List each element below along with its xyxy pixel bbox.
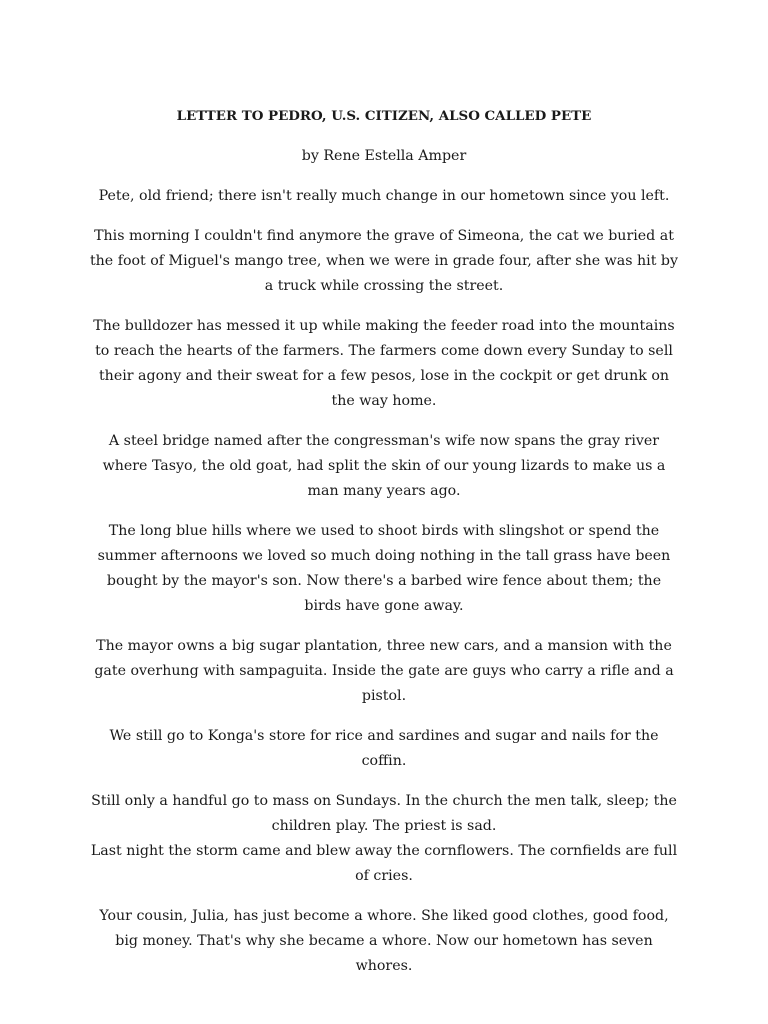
- paragraph: The mayor owns a big sugar plantation, three new cars, and a mansion with the gate overhung with sampaguita. Inside the gate are guys who carry a rifle and a pistol.: [94, 638, 674, 704]
- paragraph: Pete, old friend; there isn't really much change in our hometown since you left.: [98, 188, 670, 204]
- letter-page: [88, 104, 680, 994]
- paragraph: The long blue hills where we used to shoot birds with slingshot or spend the summer afternoons we loved so much doing nothing in the tall grass have been bought by the mayor's son. Now there's a barbed wire fence about them; the birds have gone away.: [97, 523, 671, 614]
- paragraph: The bulldozer has messed it up while making the feeder road into the mountains to reach the hearts of the farmers. The farmers come down every Sunday to sell their agony and their sweat for a few pesos, lose in the cockpit or get drunk on the way home.: [93, 318, 675, 409]
- paragraph: We still go to Konga's store for rice and sardines and sugar and nails for the coffin.: [109, 728, 659, 769]
- letter-title: LETTER TO PEDRO, U.S. CITIZEN, ALSO CALLED PETE: [176, 108, 592, 124]
- paragraph: Last night the storm came and blew away the cornflowers. The cornfields are full of cries.: [90, 843, 678, 884]
- paragraph: A steel bridge named after the congressman's wife now spans the gray river where Tasyo, the old goat, had split the skin of our young lizards to make us a man many years ago.: [102, 433, 666, 499]
- byline: by Rene Estella Amper: [301, 148, 467, 164]
- paragraph: This morning I couldn't find anymore the grave of Simeona, the cat we buried at the foot of Miguel's mango tree, when we were in grade four, after she was hit by a truck while crossing the street.: [89, 228, 679, 294]
- paragraph: Your cousin, Julia, has just become a whore. She liked good clothes, good food, big money. That's why she became a whore. Now our hometown has seven whores.: [99, 908, 669, 974]
- paragraph: Still only a handful go to mass on Sundays. In the church the men talk, sleep; the children play. The priest is sad.: [91, 793, 677, 834]
